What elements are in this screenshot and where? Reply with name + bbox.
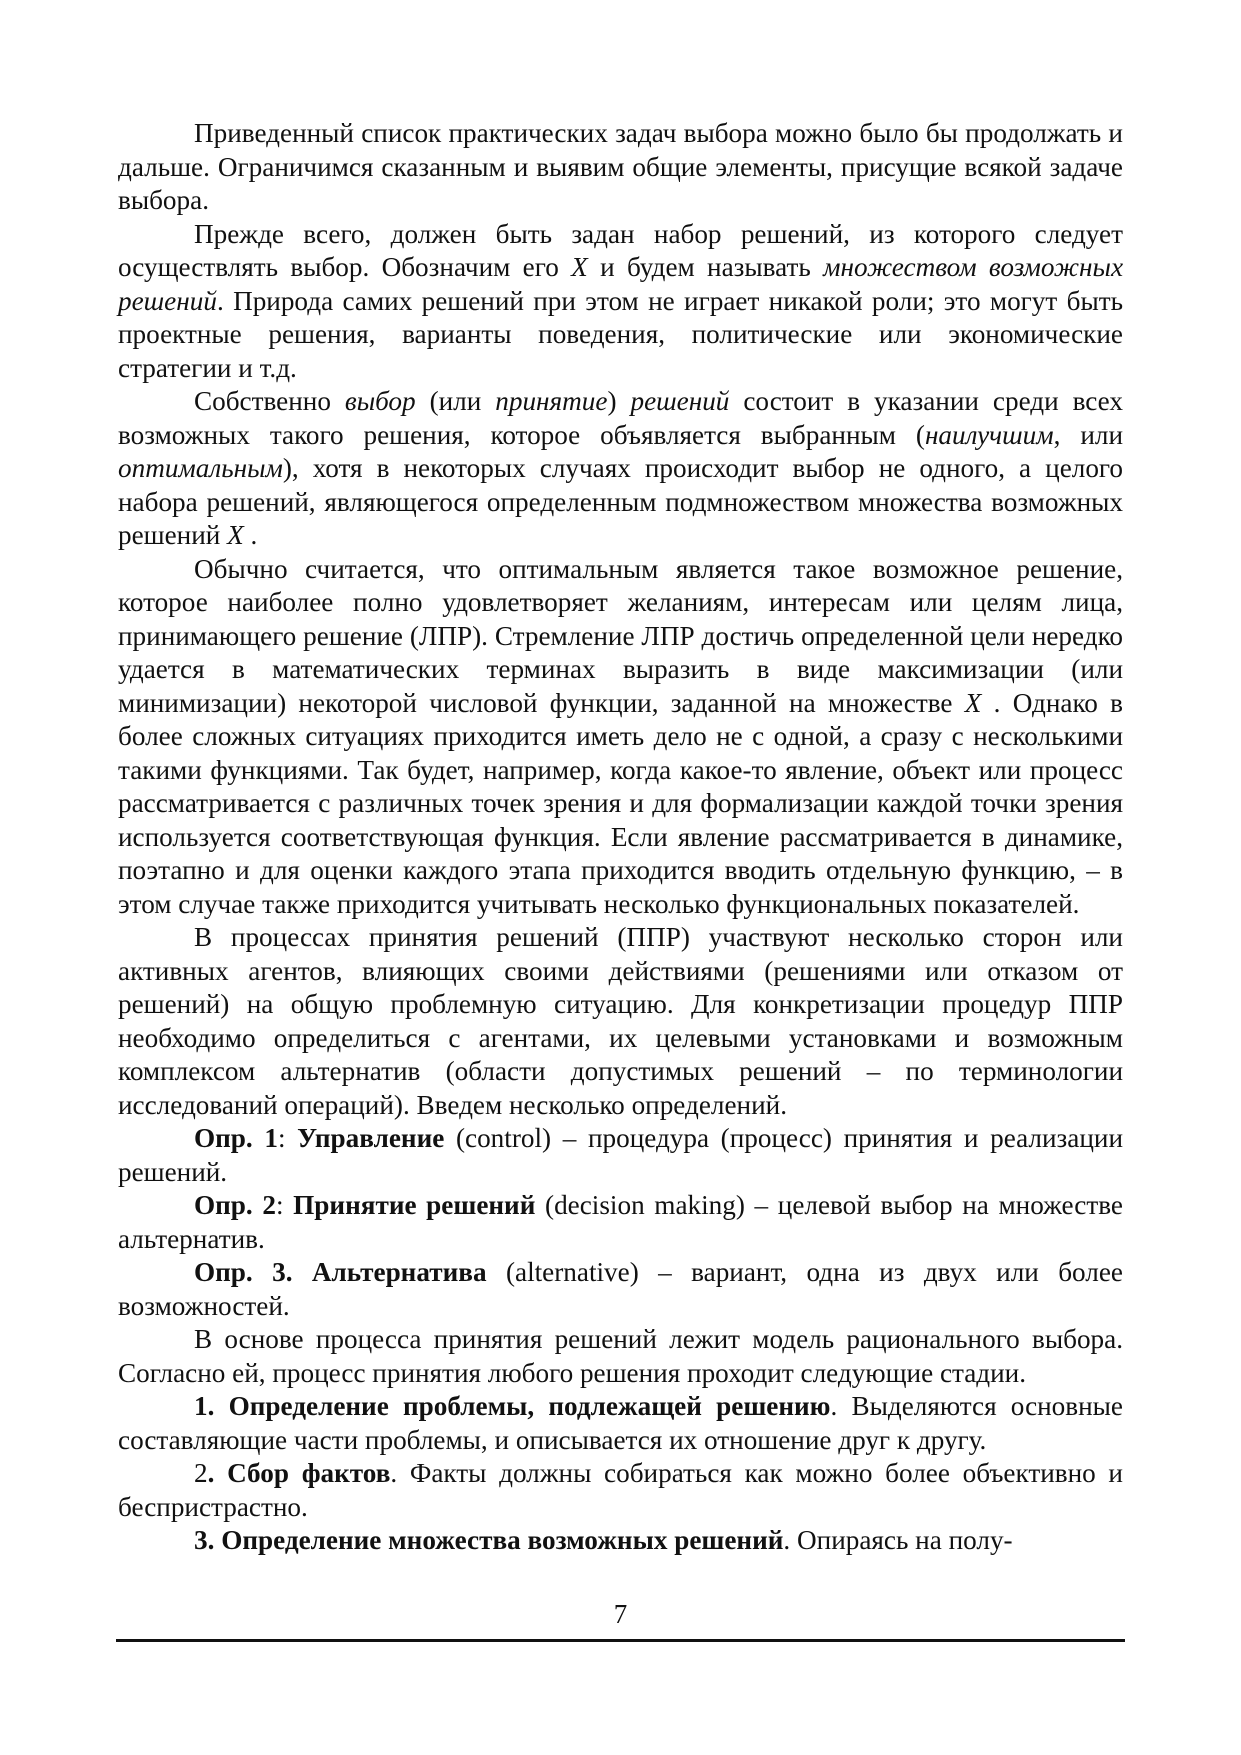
definition-2 xyxy=(118,1189,1123,1256)
text-run: ), хотя в некоторых случаях происходит выбор не одного, а целого набора решений, являющегося определенным подмножеством множества возможных решений xyxy=(118,453,1123,550)
text-run: (decision making) – целевой выбор на множестве альтернатив. xyxy=(118,1190,1123,1254)
italic-text: X xyxy=(227,520,244,550)
text-run: (control) – процедура (процесс) принятия и реализации решений. xyxy=(118,1123,1123,1187)
text-run: (alternative) – вариант, одна из двух или более возможностей. xyxy=(118,1257,1123,1321)
bold-text: 3. Определение множества возможных решений xyxy=(194,1525,784,1555)
text-run: В процессах принятия решений (ППР) участвуют несколько сторон или активных агентов, влияющих своими действиями (решениями или отказом от решений) на общую проблемную ситуацию. Для конкретизации процедур ППР необходимо определиться с агентами, их целевыми установками и возможным комплексом альтернатив (области допустимых решений – по терминологии исследований операций). Введем несколько определений. xyxy=(118,922,1123,1120)
text-run: Приведенный список практических задач выбора можно было бы продолжать и дальше. Ограничимся сказанным и выявим общие элементы, присущие всякой задаче выбора. xyxy=(118,118,1123,215)
text-run: . Природа самих решений при этом не играет никакой роли; это могут быть проектные решения, варианты поведения, политические или экономические стратегии и т.д. xyxy=(118,285,1123,383)
text-run: Прежде всего, должен быть задан набор решений, из которого следует осуществлять выбор. Обозначим его xyxy=(118,218,1123,282)
text-run: состоит в указании среди всех возможных такого решения, которое объявляется выбранным ( xyxy=(118,386,1123,450)
text-run: В основе процесса принятия решений лежит модель рационального выбора. Согласно ей, процесс принятия любого решения проходит следующие стадии. xyxy=(118,1324,1123,1388)
definition-1 xyxy=(118,1122,1123,1189)
text-run: 2 xyxy=(194,1458,208,1488)
bold-text: . Сбор фактов xyxy=(207,1458,391,1488)
paragraph xyxy=(118,218,1123,386)
italic-text: оптимальным xyxy=(118,453,283,483)
italic-text: выбор xyxy=(344,386,416,416)
italic-text: принятие xyxy=(495,386,608,416)
text-run: , или xyxy=(1053,419,1124,450)
page-number: 7 xyxy=(613,1599,628,1629)
paragraph xyxy=(118,385,1123,553)
text-run: Обычно считается, что оптимальным является такое возможное решение, которое наиболее полно удовлетворяет желаниям, интересам или целям лица, принимающего решение (ЛПР). Стремление ЛПР достичь определенной цели нередко удается в математических терминах выразить в виде максимизации (или минимизации) некоторой числовой функции, заданной на множестве xyxy=(118,553,1123,718)
italic-text: наилучшим xyxy=(924,419,1054,450)
paragraph xyxy=(118,921,1123,1122)
paragraph xyxy=(118,1323,1123,1390)
definition-3 xyxy=(118,1256,1123,1323)
bold-text: Опр. 2 xyxy=(194,1190,276,1220)
bold-text: Принятие решений xyxy=(293,1190,536,1220)
bold-text: Управление xyxy=(297,1123,445,1153)
text-run: . Выделяются основные составляющие части проблемы, и описывается их отношение друг к другу. xyxy=(118,1391,1123,1455)
text-run: : xyxy=(275,1190,294,1220)
bold-text: Опр. 1 xyxy=(194,1123,278,1153)
bold-text: 1. Определение проблемы, подлежащей решению xyxy=(194,1391,831,1421)
text-run: : xyxy=(277,1123,298,1153)
stage-3 xyxy=(118,1524,1123,1558)
text-run: (или xyxy=(415,386,496,416)
text-run: . xyxy=(243,520,258,550)
text-run: и будем называть xyxy=(587,252,824,282)
body-text xyxy=(118,117,1123,1558)
text-run: . Опираясь на полу- xyxy=(783,1525,1013,1555)
paragraph xyxy=(118,553,1123,922)
text-run: ) xyxy=(607,386,631,416)
stage-1 xyxy=(118,1390,1123,1457)
italic-text: X xyxy=(571,252,588,282)
italic-text: множеством возможных решений xyxy=(118,252,1124,316)
text-run: . Факты должны собираться как можно более объективно и беспристрастно. xyxy=(118,1458,1123,1522)
text-run: Собственно xyxy=(194,386,345,416)
footer-rule xyxy=(116,1639,1125,1642)
italic-text: решений xyxy=(630,386,730,416)
bold-text: Опр. 3. Альтернатива xyxy=(194,1257,487,1287)
stage-2 xyxy=(118,1457,1123,1524)
text-run: . Однако в более сложных ситуациях приходится иметь дело не с одной, а сразу с несколькими такими функциями. Так будет, например, когда какое-то явление, объект или процесс рассматривается с различных точек зрения и для формализации каждой точки зрения используется соответствующая функция. Если явление рассматривается в динамике, поэтапно и для оценки каждого этапа приходится вводить отдельную функцию, – в этом случае также приходится учитывать несколько функциональных показателей. xyxy=(118,687,1124,919)
italic-text: X xyxy=(964,687,982,718)
paragraph xyxy=(118,117,1123,218)
